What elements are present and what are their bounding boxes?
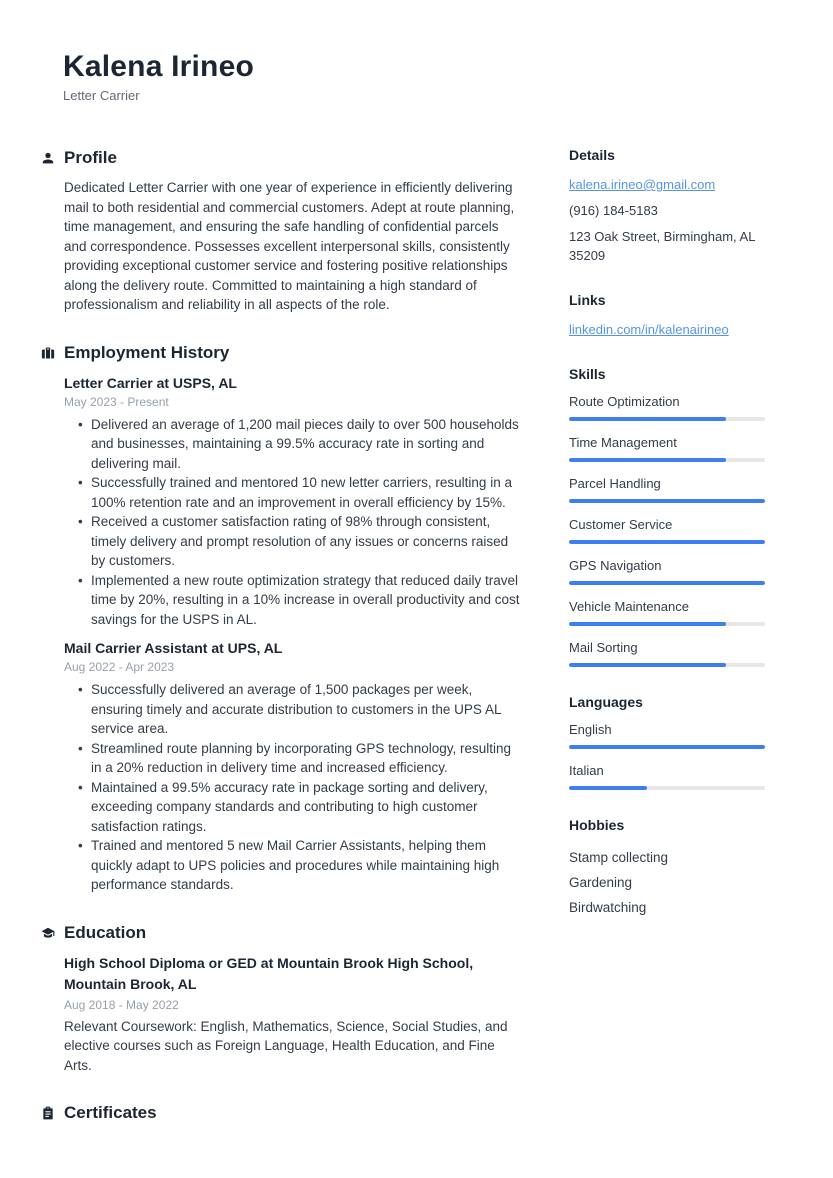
section-profile (41, 147, 521, 315)
job-entry-ups (64, 638, 521, 895)
section-certificates (41, 1102, 521, 1124)
skill-bar (569, 663, 765, 667)
graduation-cap-icon (41, 926, 55, 940)
certificates-heading-label: Certificates (64, 1103, 157, 1122)
phone-number: (916) 184-5183 (569, 203, 658, 218)
linkedin-link[interactable]: linkedin.com/in/kalenairineo (569, 322, 729, 337)
job-bullet-list (78, 680, 521, 895)
hobby-item: Birdwatching (569, 900, 647, 915)
language-item (569, 763, 765, 790)
language-label: English (569, 722, 612, 737)
main-column (41, 147, 521, 1124)
skill-label: Vehicle Maintenance (569, 599, 689, 614)
skill-label: GPS Navigation (569, 558, 662, 573)
sidebar (569, 147, 765, 947)
job-bullet: • Streamlined route planning by incorporating GPS technology, resulting in a 20% reduction in delivery time and increased efficiency. (78, 739, 521, 778)
job-bullet: • Successfully delivered an average of 1,500 packages per week, ensuring timely and accurate distribution to customers in the UPS AL service area. (78, 680, 521, 739)
job-title: Letter Carrier at USPS, AL (64, 374, 237, 391)
section-education (41, 922, 521, 1076)
skill-bar (569, 581, 765, 585)
skill-item (569, 517, 765, 544)
job-entry-usps (64, 373, 521, 630)
sidebar-section-details (569, 147, 765, 265)
job-dates: May 2023 - Present (64, 394, 169, 409)
person-icon (41, 151, 55, 165)
skill-label: Mail Sorting (569, 640, 638, 655)
sidebar-section-languages (569, 694, 765, 790)
briefcase-icon (41, 346, 55, 360)
skill-label: Time Management (569, 435, 677, 450)
education-degree: High School Diploma or GED at Mountain Brook High School, Mountain Brook, AL (64, 954, 474, 992)
profile-text: Dedicated Letter Carrier with one year of experience in efficiently delivering mail to both residential and commercial customers. Adept at route planning, time management, and ensuring the safe handling of confidential parcels and correspondence. Possesses excellent interpersonal skills, consistently providing exceptional customer service and fostering positive relationships along the delivery route. Committed to maintaining a high standard of professionalism and reliability in all aspects of the role. (64, 180, 515, 312)
job-bullet: • Implemented a new route optimization strategy that reduced daily travel time by 20%, resulting in a 10% increase in overall productivity and cost savings for the USPS in AL. (78, 571, 521, 630)
skill-item (569, 599, 765, 626)
job-bullet: • Maintained a 99.5% accuracy rate in package sorting and delivery, exceeding company standards and contributing to high customer satisfaction ratings. (78, 778, 521, 837)
job-bullet: • Trained and mentored 5 new Mail Carrier Assistants, helping them quickly adapt to UPS policies and procedures while maintaining high performance standards. (78, 836, 521, 895)
language-bar (569, 786, 765, 790)
language-label: Italian (569, 763, 604, 778)
job-bullet-list (78, 415, 521, 630)
skill-label: Route Optimization (569, 394, 680, 409)
section-employment-history (41, 342, 521, 895)
education-description: Relevant Coursework: English, Mathematics, Science, Social Studies, and elective courses such as Foreign Language, Health Education, and Fine Arts. (64, 1018, 508, 1073)
email-link[interactable]: kalena.irineo@gmail.com (569, 177, 716, 192)
profile-heading-label: Profile (64, 148, 117, 167)
job-bullet: • Received a customer satisfaction rating of 98% through consistent, timely delivery and prompt resolution of any issues or concerns raised by customers. (78, 512, 521, 571)
clipboard-icon (41, 1106, 55, 1120)
education-heading (41, 922, 521, 944)
skill-bar (569, 540, 765, 544)
job-dates: Aug 2022 - Apr 2023 (64, 660, 175, 674)
skill-bar (569, 458, 765, 462)
skill-bar (569, 499, 765, 503)
job-bullet: • Successfully trained and mentored 10 new letter carriers, resulting in a 100% retention rate and an improvement in overall efficiency by 15%. (78, 473, 521, 512)
employment-heading-label: Employment History (64, 342, 230, 362)
certificates-heading (41, 1102, 521, 1124)
education-heading-label: Education (64, 922, 147, 942)
job-bullet: • Delivered an average of 1,200 mail pieces daily to over 500 households and businesses, maintaining a 99.5% accuracy rate in sorting and delivering mail. (78, 415, 521, 474)
skill-item (569, 640, 765, 667)
skill-item (569, 558, 765, 585)
resume-header (0, 50, 833, 103)
skill-bar (569, 622, 765, 626)
address: 123 Oak Street, Birmingham, AL 35209 (569, 229, 755, 263)
skill-label: Parcel Handling (569, 476, 661, 491)
sidebar-section-hobbies (569, 817, 765, 920)
links-heading: Links (569, 292, 606, 308)
skill-item (569, 394, 765, 421)
hobbies-heading: Hobbies (569, 817, 625, 833)
job-title: Mail Carrier Assistant at UPS, AL (64, 640, 283, 656)
profile-heading (41, 147, 521, 169)
language-bar (569, 745, 765, 749)
sidebar-section-skills (569, 366, 765, 667)
hobby-item: Gardening (569, 875, 633, 890)
languages-heading: Languages (569, 694, 643, 710)
candidate-job-title: Letter Carrier (63, 88, 140, 103)
language-item (569, 722, 765, 749)
skill-item (569, 476, 765, 503)
candidate-name: Kalena Irineo (63, 50, 254, 83)
details-heading: Details (569, 147, 615, 163)
education-dates: Aug 2018 - May 2022 (64, 997, 179, 1012)
skill-bar (569, 417, 765, 421)
hobby-item: Stamp collecting (569, 850, 669, 865)
sidebar-section-links (569, 292, 765, 339)
skills-heading: Skills (569, 366, 606, 382)
skill-item (569, 435, 765, 462)
employment-heading (41, 342, 521, 364)
skill-label: Customer Service (569, 517, 673, 532)
